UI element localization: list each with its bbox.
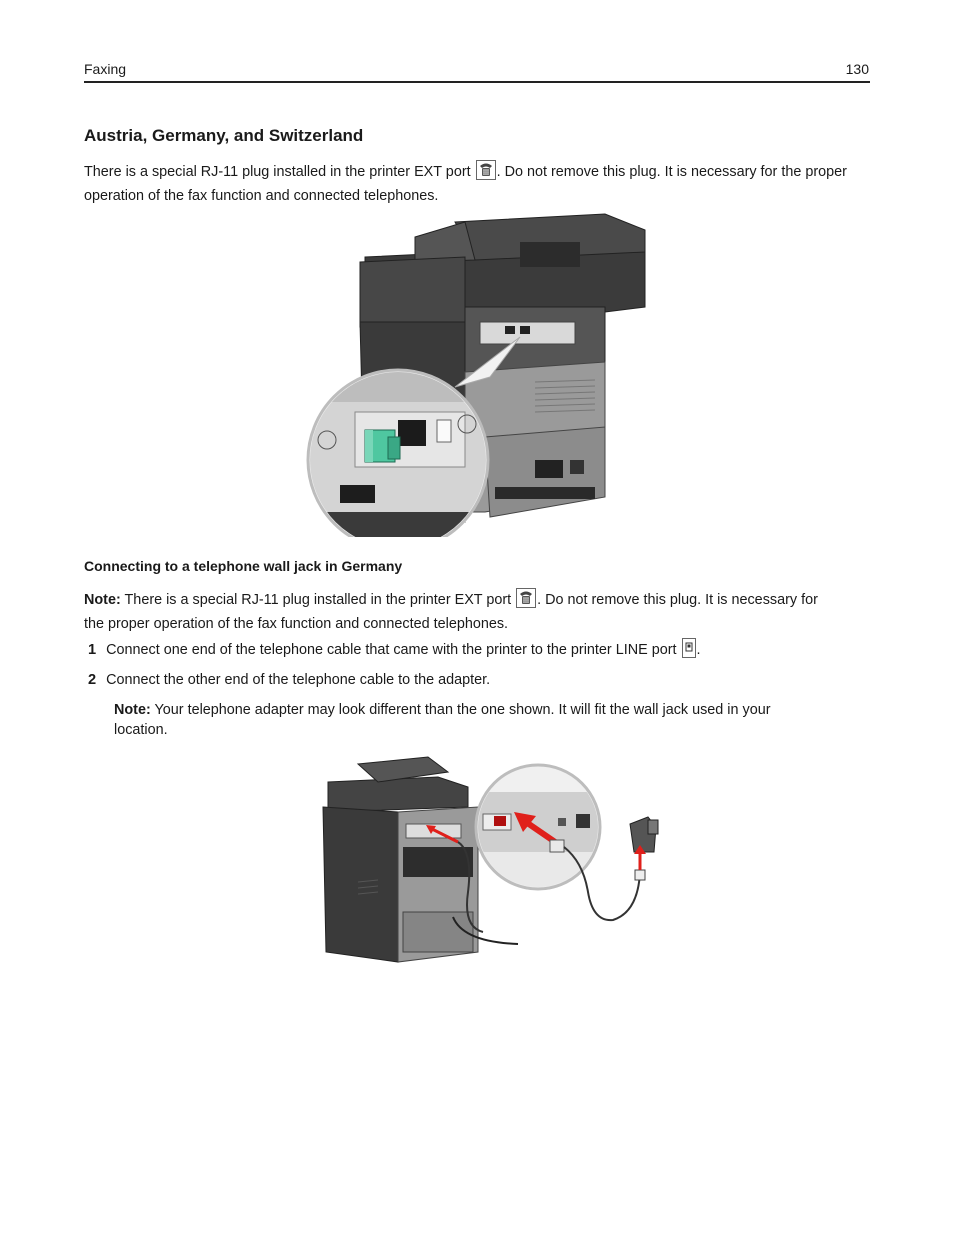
telephone-adapter xyxy=(630,817,658,852)
note-text-line2: the proper operation of the fax function and connected telephones. xyxy=(84,616,509,632)
rj11-plug xyxy=(365,430,400,462)
note-label: Note: xyxy=(84,592,121,608)
note-label: Note: xyxy=(114,702,151,718)
step-text: Connect one end of the telephone cable that came with the printer to the printer LINE port xyxy=(106,642,681,658)
note-adapter xyxy=(114,700,854,740)
step-2 xyxy=(88,670,878,690)
note-text-line2: location. xyxy=(114,722,168,738)
printer-ext-plug-illustration xyxy=(305,212,650,537)
telephone-ext-port-icon xyxy=(476,160,496,186)
note-ext-plug xyxy=(84,588,874,634)
intro-text-end: . Do not remove this plug. It is necessary for the proper xyxy=(496,164,847,180)
note-text: Your telephone adapter may look different than the one shown. It will fit the wall jack used in your xyxy=(150,702,771,718)
section-heading: Austria, Germany, and Switzerland xyxy=(84,126,364,145)
page-number: 130 xyxy=(845,61,869,77)
intro-text-line2: operation of the fax function and connected telephones. xyxy=(84,188,439,204)
intro-text-start: There is a special RJ-11 plug installed in the printer EXT port xyxy=(84,164,475,180)
running-header-section: Faxing xyxy=(84,61,127,77)
intro-paragraph xyxy=(84,160,874,206)
cable-adapter-illustration xyxy=(318,752,668,967)
note-text-start: There is a special RJ-11 plug installed in the printer EXT port xyxy=(120,592,516,608)
header-divider xyxy=(84,81,870,83)
step-text: Connect the other end of the telephone cable to the adapter. xyxy=(106,672,491,688)
telephone-ext-port-icon xyxy=(516,588,536,614)
step-text-end: . xyxy=(696,642,701,658)
step-number: 2 xyxy=(88,672,97,688)
phone-line-port-icon xyxy=(682,638,696,664)
step-number: 1 xyxy=(88,642,97,658)
step-1 xyxy=(88,638,878,664)
subsection-heading: Connecting to a telephone wall jack in Germany xyxy=(84,558,403,574)
note-text-end: . Do not remove this plug. It is necessary for xyxy=(537,592,818,608)
